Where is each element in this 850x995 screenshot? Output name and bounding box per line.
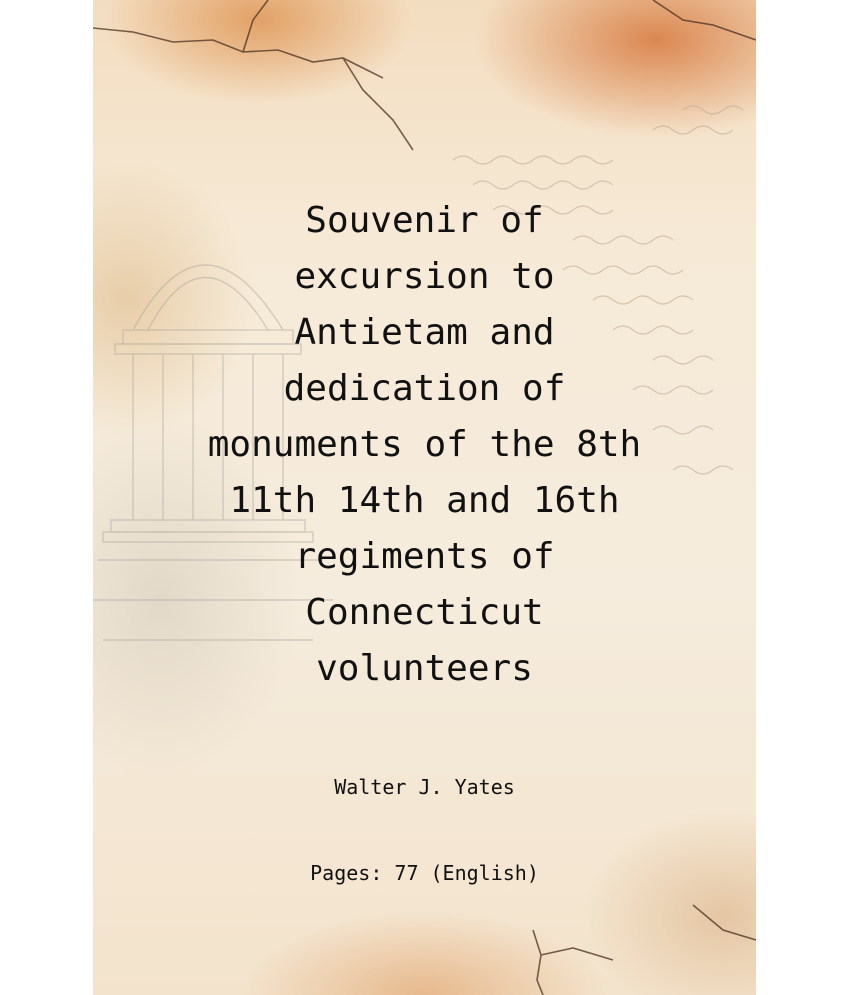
book-title: Souvenir of excursion to Antietam and dedication of monuments of the 8th 11th 14th and 16th regiments of Connecticut volunteers [207, 200, 642, 689]
page-count-language: Pages: 77 (English) [310, 861, 539, 885]
book-cover [93, 0, 756, 995]
book-author: Walter J. Yates [334, 775, 515, 799]
